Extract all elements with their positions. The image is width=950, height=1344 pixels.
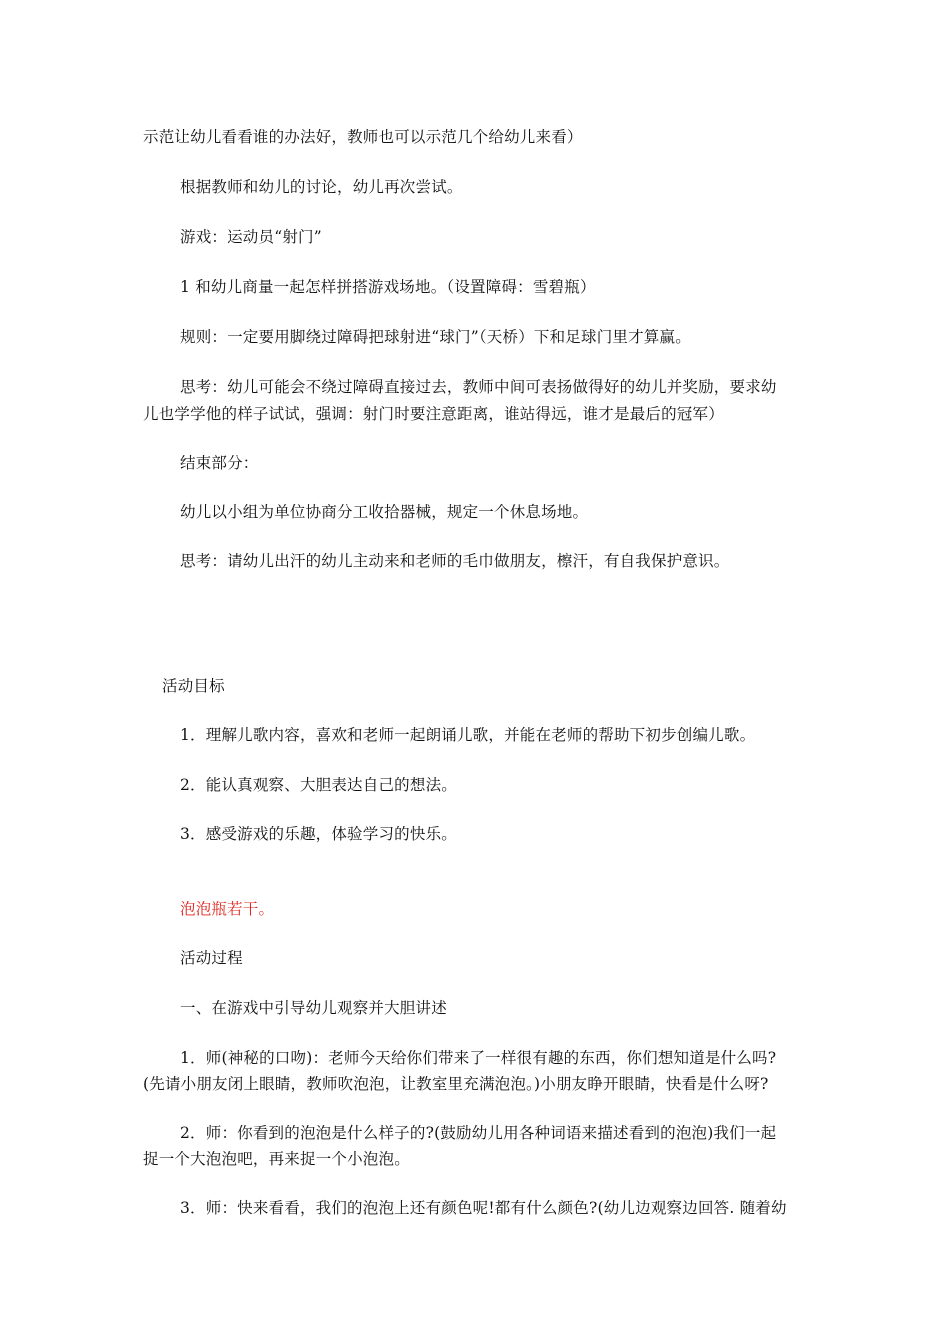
- paragraph-line: 示范让幼儿看看谁的办法好，教师也可以示范几个给幼儿来看）: [143, 128, 583, 146]
- paragraph-line: 1．师(神秘的口吻)：老师今天给你们带来了一样很有趣的东西，你们想知道是什么吗?: [180, 1049, 777, 1067]
- paragraph-line: 1 和幼儿商量一起怎样拼搭游戏场地。（设置障碍：雪碧瓶）: [180, 278, 596, 296]
- section-heading: 活动目标: [162, 677, 225, 695]
- paragraph-line: 儿也学学他的样子试试，强调：射门时要注意距离，谁站得远，谁才是最后的冠军）: [143, 405, 724, 423]
- paragraph-line: 思考：请幼儿出汗的幼儿主动来和老师的毛巾做朋友，檫汗，有自我保护意识。: [180, 552, 730, 570]
- paragraph-line: 捉一个大泡泡吧，再来捉一个小泡泡。: [143, 1150, 410, 1168]
- paragraph-line: 2．师：你看到的泡泡是什么样子的?(鼓励幼儿用各种词语来描述看到的泡泡)我们一起: [180, 1124, 777, 1142]
- paragraph-line: 规则：一定要用脚绕过障碍把球射进“球门”（天桥）下和足球门里才算赢。: [180, 328, 691, 346]
- paragraph-line: 游戏：运动员“射门”: [180, 228, 322, 246]
- list-item: 1．理解儿歌内容，喜欢和老师一起朗诵儿歌，并能在老师的帮助下初步创编儿歌。: [180, 726, 756, 744]
- materials-line: 泡泡瓶若干。: [180, 900, 275, 918]
- paragraph-line: 思考：幼儿可能会不绕过障碍直接过去，教师中间可表扬做得好的幼儿并奖励，要求幼: [180, 378, 777, 396]
- paragraph-line: (先请小朋友闭上眼睛，教师吹泡泡，让教室里充满泡泡。)小朋友睁开眼睛，快看是什么呀?: [143, 1075, 769, 1093]
- list-item: 2．能认真观察、大胆表达自己的想法。: [180, 776, 457, 794]
- paragraph-line: 幼儿以小组为单位协商分工收拾器械，规定一个休息场地。: [180, 503, 589, 521]
- section-heading: 结束部分：: [180, 454, 259, 472]
- paragraph-line: 3．师：快来看看，我们的泡泡上还有颜色呢!都有什么颜色?(幼儿边观察边回答. 随着幼: [180, 1199, 787, 1217]
- list-item: 3．感受游戏的乐趣，体验学习的快乐。: [180, 825, 457, 843]
- paragraph-line: 根据教师和幼儿的讨论，幼儿再次尝试。: [180, 178, 463, 196]
- subsection-heading: 一、在游戏中引导幼儿观察并大胆讲述: [180, 999, 447, 1017]
- section-heading: 活动过程: [180, 949, 243, 967]
